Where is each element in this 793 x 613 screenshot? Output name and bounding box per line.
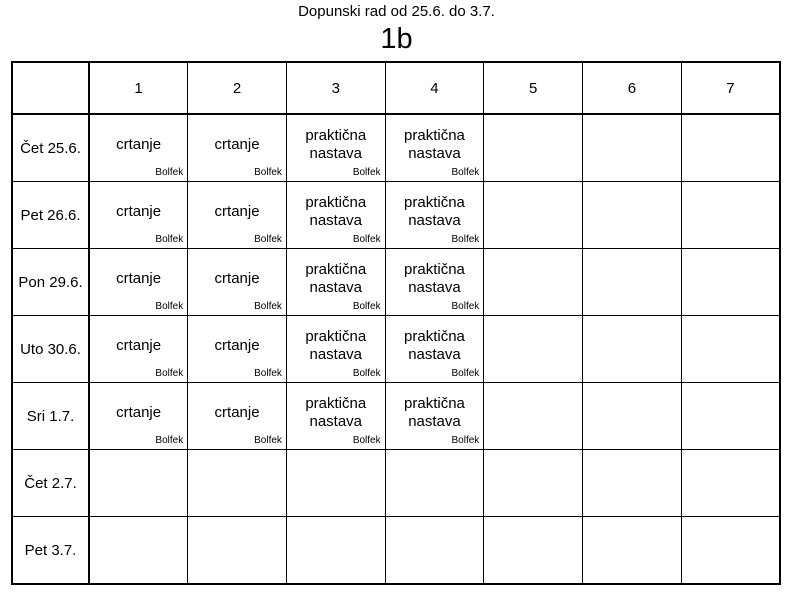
lesson-cell-content <box>90 316 187 382</box>
period-header-row <box>12 62 780 114</box>
lesson-cell-content <box>287 450 385 516</box>
lesson-cell <box>583 383 682 450</box>
lesson-cell <box>484 450 583 517</box>
lesson-cell <box>681 450 780 517</box>
lesson-cell <box>681 114 780 182</box>
lesson-cell <box>286 249 385 316</box>
teacher-name: Bolfek <box>451 167 480 178</box>
period-header: 7 <box>681 62 780 114</box>
lesson-cell <box>583 182 682 249</box>
teacher-name: Bolfek <box>451 234 480 245</box>
lesson-cell <box>484 517 583 585</box>
period-header: 3 <box>286 62 385 114</box>
lesson-cell-content <box>188 517 286 583</box>
lesson-cell-content <box>682 517 779 583</box>
teacher-name: Bolfek <box>155 301 184 312</box>
lesson-cell-content <box>287 517 385 583</box>
subject-name: crtanje <box>214 404 260 421</box>
lesson-cell-content <box>386 316 484 382</box>
lesson-cell-content <box>484 115 582 181</box>
lesson-cell-content <box>188 249 286 315</box>
day-label: Pet 26.6. <box>12 182 89 249</box>
lesson-cell <box>583 316 682 383</box>
day-row <box>12 114 780 182</box>
lesson-cell-content <box>90 450 187 516</box>
lesson-cell <box>286 517 385 585</box>
subject-name: praktična nastava <box>404 194 465 229</box>
lesson-cell <box>286 114 385 182</box>
day-row <box>12 316 780 383</box>
teacher-name: Bolfek <box>451 368 480 379</box>
lesson-cell-content <box>484 383 582 449</box>
subject-name: crtanje <box>214 270 260 287</box>
lesson-cell <box>484 383 583 450</box>
lesson-cell-content <box>583 517 681 583</box>
subject-name: praktična nastava <box>404 328 465 363</box>
lesson-cell-content <box>90 249 187 315</box>
teacher-name: Bolfek <box>451 301 480 312</box>
teacher-name: Bolfek <box>352 368 381 379</box>
lesson-cell <box>188 114 287 182</box>
lesson-cell <box>188 182 287 249</box>
timetable <box>11 61 781 585</box>
teacher-name: Bolfek <box>352 234 381 245</box>
lesson-cell <box>385 383 484 450</box>
subject-name: crtanje <box>116 337 162 354</box>
lesson-cell-content <box>682 182 779 248</box>
lesson-cell <box>484 316 583 383</box>
subject-name: crtanje <box>214 203 260 220</box>
lesson-cell <box>89 114 188 182</box>
lesson-cell <box>484 114 583 182</box>
lesson-cell-content <box>386 450 484 516</box>
day-label: Pet 3.7. <box>12 517 89 585</box>
lesson-cell <box>286 316 385 383</box>
lesson-cell-content <box>386 517 484 583</box>
subject-name: praktična nastava <box>305 127 367 162</box>
lesson-cell-content <box>287 182 385 248</box>
lesson-cell-content <box>583 115 681 181</box>
schedule-body <box>12 114 780 584</box>
subject-name: crtanje <box>116 270 162 287</box>
teacher-name: Bolfek <box>352 301 381 312</box>
lesson-cell <box>681 316 780 383</box>
lesson-cell-content <box>188 383 286 449</box>
lesson-cell <box>681 182 780 249</box>
subject-name: crtanje <box>116 203 162 220</box>
lesson-cell <box>484 249 583 316</box>
day-row <box>12 517 780 585</box>
lesson-cell-content <box>682 316 779 382</box>
lesson-cell-content <box>682 249 779 315</box>
lesson-cell-content <box>188 450 286 516</box>
lesson-cell-content <box>484 316 582 382</box>
teacher-name: Bolfek <box>254 167 282 178</box>
subject-name: praktična nastava <box>305 395 367 430</box>
subject-name: praktična nastava <box>305 194 367 229</box>
period-header: 6 <box>583 62 682 114</box>
lesson-cell-content <box>682 115 779 181</box>
lesson-cell-content <box>386 182 484 248</box>
lesson-cell <box>583 450 682 517</box>
lesson-cell-content <box>583 249 681 315</box>
teacher-name: Bolfek <box>254 234 282 245</box>
subject-name: praktična nastava <box>404 261 465 296</box>
teacher-name: Bolfek <box>254 301 282 312</box>
lesson-cell <box>286 383 385 450</box>
lesson-cell-content <box>484 450 582 516</box>
lesson-cell <box>484 182 583 249</box>
day-label: Sri 1.7. <box>12 383 89 450</box>
lesson-cell <box>188 316 287 383</box>
lesson-cell <box>286 450 385 517</box>
lesson-cell-content <box>484 182 582 248</box>
subject-name: crtanje <box>214 136 260 153</box>
lesson-cell <box>89 450 188 517</box>
day-row <box>12 450 780 517</box>
lesson-cell <box>89 249 188 316</box>
subject-name: praktična nastava <box>404 395 465 430</box>
lesson-cell <box>89 182 188 249</box>
period-header: 2 <box>188 62 287 114</box>
lesson-cell <box>188 249 287 316</box>
lesson-cell-content <box>386 115 484 181</box>
subject-name: praktična nastava <box>305 261 367 296</box>
lesson-cell-content <box>188 115 286 181</box>
teacher-name: Bolfek <box>155 234 184 245</box>
teacher-name: Bolfek <box>451 435 480 446</box>
lesson-cell-content <box>583 450 681 516</box>
teacher-name: Bolfek <box>155 368 184 379</box>
lesson-cell-content <box>90 182 187 248</box>
lesson-cell-content <box>287 383 385 449</box>
period-header: 5 <box>484 62 583 114</box>
lesson-cell-content <box>583 316 681 382</box>
subject-name: crtanje <box>116 404 162 421</box>
lesson-cell <box>583 249 682 316</box>
lesson-cell <box>385 450 484 517</box>
lesson-cell <box>286 182 385 249</box>
teacher-name: Bolfek <box>254 368 282 379</box>
lesson-cell <box>385 182 484 249</box>
lesson-cell-content <box>90 517 187 583</box>
lesson-cell-content <box>583 383 681 449</box>
lesson-cell <box>583 517 682 585</box>
subject-name: crtanje <box>214 337 260 354</box>
lesson-cell <box>681 383 780 450</box>
schedule-subtitle: Dopunski rad od 25.6. do 3.7. <box>298 3 495 20</box>
day-label: Čet 25.6. <box>12 114 89 182</box>
class-title: 1b <box>380 23 413 55</box>
lesson-cell-content <box>188 182 286 248</box>
lesson-cell <box>188 517 287 585</box>
lesson-cell <box>681 249 780 316</box>
lesson-cell-content <box>188 316 286 382</box>
period-header: 4 <box>385 62 484 114</box>
lesson-cell-content <box>287 115 385 181</box>
teacher-name: Bolfek <box>352 435 381 446</box>
lesson-cell <box>385 114 484 182</box>
teacher-name: Bolfek <box>254 435 282 446</box>
lesson-cell-content <box>386 249 484 315</box>
lesson-cell-content <box>583 182 681 248</box>
teacher-name: Bolfek <box>352 167 381 178</box>
lesson-cell-content <box>287 249 385 315</box>
lesson-cell <box>89 517 188 585</box>
day-row <box>12 383 780 450</box>
corner-cell <box>12 62 89 114</box>
day-label: Čet 2.7. <box>12 450 89 517</box>
teacher-name: Bolfek <box>155 435 184 446</box>
lesson-cell-content <box>90 383 187 449</box>
lesson-cell-content <box>287 316 385 382</box>
lesson-cell <box>188 383 287 450</box>
subject-name: praktična nastava <box>404 127 465 162</box>
teacher-name: Bolfek <box>155 167 184 178</box>
lesson-cell-content <box>484 249 582 315</box>
day-label: Pon 29.6. <box>12 249 89 316</box>
lesson-cell-content <box>682 383 779 449</box>
lesson-cell <box>89 316 188 383</box>
subject-name: crtanje <box>116 136 162 153</box>
lesson-cell <box>385 249 484 316</box>
lesson-cell-content <box>90 115 187 181</box>
lesson-cell-content <box>484 517 582 583</box>
lesson-cell <box>681 517 780 585</box>
lesson-cell-content <box>682 450 779 516</box>
lesson-cell-content <box>386 383 484 449</box>
period-header: 1 <box>89 62 188 114</box>
lesson-cell <box>385 316 484 383</box>
subject-name: praktična nastava <box>305 328 367 363</box>
day-row <box>12 182 780 249</box>
day-label: Uto 30.6. <box>12 316 89 383</box>
lesson-cell <box>385 517 484 585</box>
lesson-cell <box>89 383 188 450</box>
day-row <box>12 249 780 316</box>
lesson-cell <box>188 450 287 517</box>
lesson-cell <box>583 114 682 182</box>
